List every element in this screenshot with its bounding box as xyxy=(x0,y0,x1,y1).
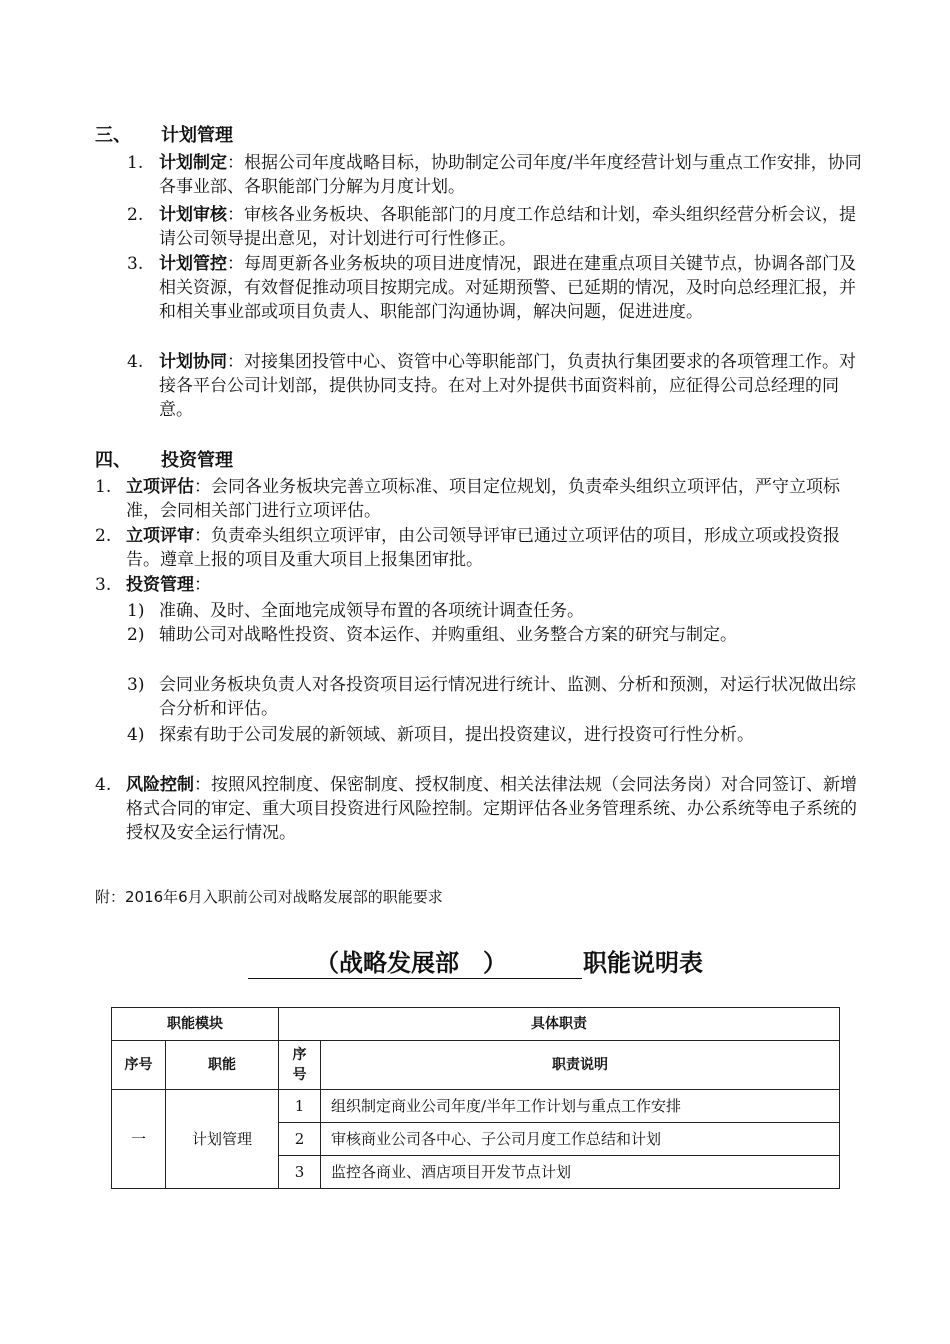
col-func: 职能 xyxy=(166,1041,279,1090)
item-label: 投资管理 xyxy=(126,575,194,595)
col-seq2 xyxy=(279,1041,321,1090)
section-number: 三、 xyxy=(95,125,131,146)
list-item xyxy=(95,524,865,572)
col-seq: 序号 xyxy=(112,1041,166,1090)
item-number: 3. xyxy=(127,254,144,274)
row-number: 1 xyxy=(279,1090,321,1123)
col-seq2-label: 序号 xyxy=(292,1047,307,1083)
row-description: 组织制定商业公司年度/半年工作计划与重点工作安排 xyxy=(321,1090,840,1123)
item-text: ：每周更新各业务板块的项目进度情况，跟进在建重点项目关键节点，协调各部门及相关资源，有效督促推动项目按期完成。对延期预警、已延期的情况，及时向总经理汇报，并和相关事业部或项目负责人、职能部门沟通协调，解决问题，促进进度。 xyxy=(159,254,856,322)
section-heading-investment xyxy=(95,449,233,473)
item-number: 1. xyxy=(127,153,144,173)
subitem-text: 辅助公司对战略性投资、资本运作、并购重组、业务整合方案的研究与制定。 xyxy=(159,625,737,645)
col-desc: 职责说明 xyxy=(321,1041,840,1090)
item-number: 4. xyxy=(95,775,112,795)
group-func: 计划管理 xyxy=(166,1090,279,1189)
table-title-dept: （战略发展部 ） xyxy=(315,948,507,977)
list-item xyxy=(95,475,865,523)
item-text: ：审核各业务板块、各职能部门的月度工作总结和计划，牵头组织经营分析会议，提请公司领导提出意见，对计划进行可行性修正。 xyxy=(159,205,856,249)
item-label: 立项评审 xyxy=(126,526,194,546)
list-item xyxy=(127,151,865,199)
item-text: ：负责牵头组织立项评审，由公司领导评审已通过立项评估的项目，形成立项或投资报告。遵章上报的项目及重大项目上报集团审批。 xyxy=(126,526,840,570)
item-label: 计划审核 xyxy=(159,205,227,225)
list-item xyxy=(95,773,865,845)
section-heading-plan xyxy=(95,124,233,148)
title-underline xyxy=(248,978,582,979)
item-label: 风险控制 xyxy=(126,775,194,795)
sub-list-item xyxy=(127,623,872,647)
header-module: 职能模块 xyxy=(112,1008,279,1041)
group-seq: 一 xyxy=(112,1090,166,1189)
sub-list-item xyxy=(127,673,872,721)
row-description: 监控各商业、酒店项目开发节点计划 xyxy=(321,1156,840,1189)
table-title xyxy=(245,948,725,982)
item-text: ： xyxy=(194,575,211,595)
sub-list-item xyxy=(127,599,872,623)
list-item xyxy=(127,252,865,324)
subitem-number: 4) xyxy=(127,725,145,745)
row-description: 审核商业公司各中心、子公司月度工作总结和计划 xyxy=(321,1123,840,1156)
row-number: 2 xyxy=(279,1123,321,1156)
section-number: 四、 xyxy=(95,450,131,471)
subitem-number: 2) xyxy=(127,625,145,645)
sub-list-item xyxy=(127,723,872,747)
list-item xyxy=(127,203,865,251)
item-label: 计划协同 xyxy=(159,352,227,372)
item-number: 4. xyxy=(127,352,144,372)
item-text: ：根据公司年度战略目标，协助制定公司年度/半年度经营计划与重点工作安排，协同各事业部、各职能部门分解为月度计划。 xyxy=(159,153,862,197)
item-number: 2. xyxy=(127,205,144,225)
table-title-suffix: 职能说明表 xyxy=(583,948,703,977)
subitem-text: 探索有助于公司发展的新领域、新项目，提出投资建议，进行投资可行性分析。 xyxy=(159,725,754,745)
item-label: 计划管控 xyxy=(159,254,227,274)
item-text: ：会同各业务板块完善立项标准、项目定位规划，负责牵头组织立项评估，严守立项标准，会同相关部门进行立项评估。 xyxy=(126,477,840,521)
item-text: ：按照风控制度、保密制度、授权制度、相关法律法规（会同法务岗）对合同签订、新增格式合同的审定、重大项目投资进行风险控制。定期评估各业务管理系统、办公系统等电子系统的授权及安全运行情况。 xyxy=(126,775,857,843)
subitem-text: 准确、及时、全面地完成领导布置的各项统计调查任务。 xyxy=(159,601,584,621)
item-text: ：对接集团投管中心、资管中心等职能部门，负责执行集团要求的各项管理工作。对接各平台公司计划部，提供协同支持。在对上对外提供书面资料前，应征得公司总经理的同意。 xyxy=(159,352,856,420)
header-duty: 具体职责 xyxy=(279,1008,840,1041)
list-item xyxy=(95,573,865,597)
table-header-row xyxy=(112,1008,840,1041)
subitem-number: 1) xyxy=(127,601,145,621)
row-number: 3 xyxy=(279,1156,321,1189)
item-number: 2. xyxy=(95,526,112,546)
item-number: 1. xyxy=(95,477,112,497)
table-row xyxy=(112,1090,840,1123)
item-label: 立项评估 xyxy=(126,477,194,497)
section-title: 投资管理 xyxy=(161,450,233,471)
section-title: 计划管理 xyxy=(161,125,233,146)
subitem-number: 3) xyxy=(127,675,145,695)
subitem-text: 会同业务板块负责人对各投资项目运行情况进行统计、监测、分析和预测，对运行状况做出综合分析和评估。 xyxy=(159,675,856,719)
function-table xyxy=(111,1007,840,1189)
appendix-note: 附：2016年6月入职前公司对战略发展部的职能要求 xyxy=(95,888,443,906)
list-item xyxy=(127,350,865,422)
table-subheader-row xyxy=(112,1041,840,1090)
item-label: 计划制定 xyxy=(159,153,227,173)
item-number: 3. xyxy=(95,575,112,595)
